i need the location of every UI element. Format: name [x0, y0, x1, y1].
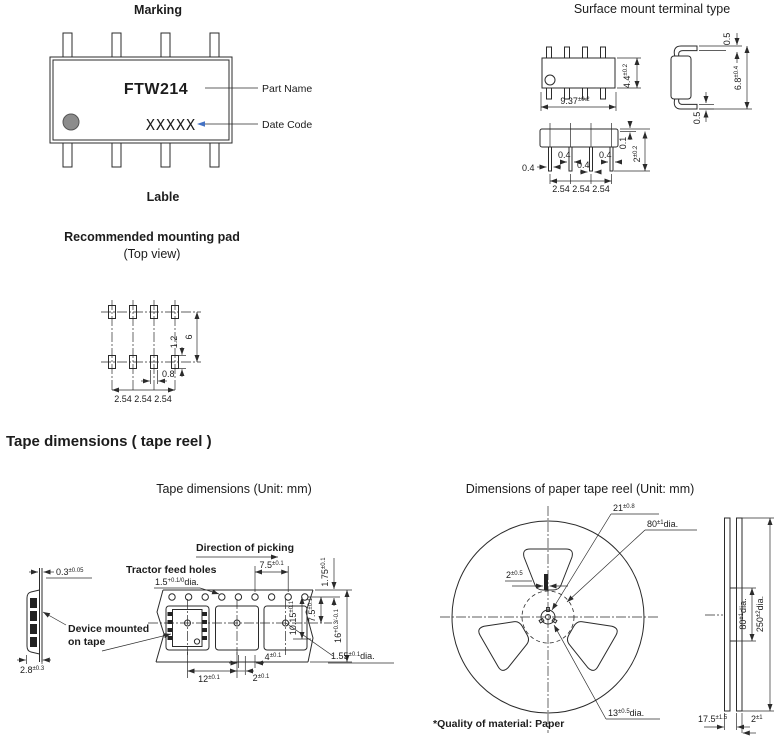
dim-lead-width: 0.4 [577, 160, 590, 170]
pin [63, 33, 72, 58]
device-section [30, 637, 37, 647]
dim-tractor-dia: $1.5^{+0.1/0}dia$. [155, 577, 199, 587]
surface-mount-top-view [541, 47, 641, 111]
dim-edge-to-hole: $1.75^{\pm 0.1}$ [320, 557, 330, 587]
pin [547, 47, 552, 58]
package-body-profile [671, 56, 691, 99]
pin1-mark [194, 639, 199, 644]
leader-line [200, 588, 219, 594]
dim-pad-length: 1.2 [169, 335, 179, 349]
tape-title: Tape dimensions (Unit: mm) [156, 482, 312, 496]
mounting-pad-title: Recommended mounting pad [64, 230, 240, 244]
marking-title: Marking [134, 3, 182, 17]
pin [63, 142, 72, 167]
package-body [50, 57, 232, 143]
device-section [30, 598, 37, 608]
pin [112, 142, 121, 167]
pin [161, 142, 170, 167]
dim-pocket-pitch: $12^{\pm 0.1}$ [198, 674, 220, 684]
pin [210, 142, 219, 167]
tractor-feed-holes-label: Tractor feed holes [126, 564, 217, 576]
dim-hub-dia: $80^{\pm 1}dia$. [647, 519, 679, 529]
dim-flange-dia: $250^{\pm 2}dia$. [755, 595, 765, 633]
tape-side-profile [17, 567, 92, 675]
mounting-pad-drawing [64, 230, 240, 404]
dim-tape-width: $16^{+0.3/-0.1}$ [333, 609, 343, 643]
pin [601, 47, 606, 58]
pin [601, 88, 606, 99]
dim-lead-bottom: 0.5 [692, 111, 702, 125]
pin1-mark [63, 114, 79, 130]
part-number-text: FTW214 [123, 81, 189, 98]
reel-title: Dimensions of paper tape reel (Unit: mm) [465, 482, 695, 496]
surface-mount-title: Surface mount terminal type [573, 2, 731, 16]
dim-lead-width: 0.4 [522, 163, 535, 173]
date-code-text: XXXXX [145, 116, 197, 134]
pin [210, 33, 219, 58]
date-code-label: Date Code [262, 119, 313, 131]
dim-body-height: $4.4^{\pm 0.2}$ [622, 63, 632, 89]
leader-line [102, 634, 171, 651]
dim-hole-offset: $2^{\pm 0.1}$ [252, 673, 270, 683]
surface-mount-end-view [671, 33, 752, 125]
dim-pocket-hole: $1.55^{\pm 0.1}dia$. [331, 651, 375, 661]
dim-body-width: $9.37^{\pm 0.2}$ [560, 96, 590, 106]
dim-standoff: 0.1 [618, 136, 628, 150]
dim-center-hole: $13^{\pm 0.5}dia$. [608, 708, 645, 718]
dim-pkg-height: $6.8^{\pm 0.4}$ [733, 65, 743, 91]
pin [112, 33, 121, 58]
dim-pitches: 2.54 2.54 2.54 [114, 394, 172, 404]
dim-row-span: 6 [184, 334, 194, 340]
reel-drawing [433, 482, 774, 733]
dim-lead-width: 0.4 [599, 150, 612, 160]
dim-side-hub-dia: $80^{\pm 1}dia$. [738, 598, 748, 630]
dim-lead-width: 0.4 [558, 150, 571, 160]
pin [161, 33, 170, 58]
material-note: *Quality of material: Paper [433, 718, 565, 730]
dim-lead-length: $2^{\pm 0.2}$ [632, 145, 642, 163]
hub-slot [544, 574, 548, 590]
dim-hub-width: $21^{\pm 0.8}$ [613, 503, 635, 513]
dim-slot-width: $2^{\pm 0.5}$ [506, 570, 523, 580]
surface-mount-side-view [522, 121, 650, 194]
part-name-label: Part Name [262, 83, 313, 95]
leader-line [43, 612, 66, 625]
pads [109, 306, 179, 369]
tape-reel-heading: Tape dimensions ( tape reel ) [6, 433, 212, 450]
direction-of-picking-label: Direction of picking [196, 542, 295, 554]
label-caption: Lable [146, 190, 180, 204]
pin [547, 88, 552, 99]
tape-drawing [17, 482, 394, 684]
dim-hole-span: $7.5^{\pm 0.1}$ [259, 560, 284, 570]
package-bar [540, 129, 618, 147]
flange-bar [725, 518, 731, 711]
gullwing-lead [674, 98, 697, 109]
pin [583, 47, 588, 58]
dim-hole-to-bottom: $10.15^{\pm 0.1}$ [288, 600, 298, 636]
leader-line [286, 623, 333, 656]
device-mounted-label: Device mounted [68, 623, 150, 635]
dim-hole-pitch: $4^{\pm 0.1}$ [264, 652, 282, 662]
pin [565, 47, 570, 58]
dim-hole-to-pocket: $7.5^{\pm 0.1}$ [307, 597, 317, 623]
dim-emboss: $2.8^{\pm 0.3}$ [20, 665, 45, 675]
marking-drawing [50, 3, 312, 204]
surface-mount-drawing [522, 2, 752, 194]
dim-lead-top: 0.5 [722, 32, 732, 46]
dim-pitches: 2.54 2.54 2.54 [552, 184, 610, 194]
reel-side-view [698, 518, 774, 733]
device-section [30, 611, 37, 621]
leader-line [554, 625, 606, 719]
tape-strip [148, 590, 332, 662]
gullwing-lead [674, 46, 697, 57]
dim-inner-width: $17.5^{\pm 1.5}$ [698, 714, 728, 724]
feed-holes [169, 594, 308, 600]
leader-line [552, 514, 611, 610]
device-mounted-label2: on tape [68, 636, 106, 648]
dim-flange-thickness: $2^{\pm 1}$ [751, 714, 763, 724]
device-section [30, 624, 37, 634]
dim-pad-width: 0.8 [162, 369, 175, 379]
mounting-pad-subtitle: (Top view) [123, 247, 181, 261]
dim-tape-thickness: $0.3^{\pm 0.05}$ [56, 567, 84, 577]
